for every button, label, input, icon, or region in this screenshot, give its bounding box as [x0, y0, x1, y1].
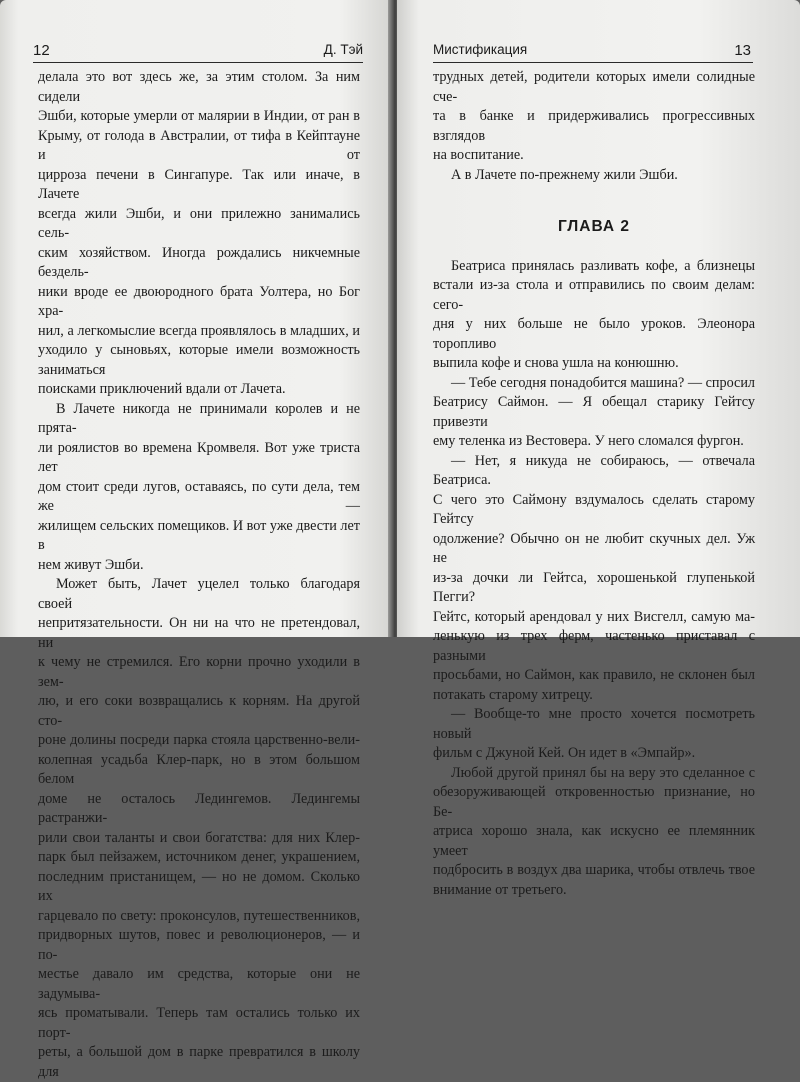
text-line: ли роялистов во времена Кромвеля. Вот уже триста лет: [38, 439, 360, 475]
text-line: из-за дочки ли Гейтса, хорошенькой глупенькой Пегги?: [433, 569, 755, 605]
text-line: подбросить в воздух два шарика, чтобы отвлечь твое: [433, 862, 755, 878]
right-running-head: Мистификация: [433, 42, 528, 57]
text-line: дня у них больше не было уроков. Элеонора торопливо: [433, 316, 755, 352]
text-line: рили свои таланты и свои богатства: для них Клер-: [38, 829, 360, 846]
text-line: Крыму, от голода в Австралии, от тифа в Кейптауне и от: [38, 127, 360, 163]
text-line: колепная усадьба Клер-парк, но в этом большом белом: [38, 751, 360, 787]
right-page-text: [433, 68, 755, 900]
text-line: потакать старому хитрецу.: [433, 686, 593, 703]
right-page-number: 13: [734, 42, 751, 59]
text-line: придворных шутов, повес и революционеров, — и по-: [38, 927, 360, 963]
text-line: Беатриса принялась разливать кофе, а близнецы: [451, 257, 755, 274]
text-line: просьбами, но Саймон, как правило, не склонен был: [433, 667, 755, 683]
text-line: нем живут Эшби.: [38, 556, 144, 573]
text-line: роне долины посреди парка стояла царственно-вели-: [38, 732, 360, 748]
text-line: трудных детей, родители которых имели солидные сче-: [433, 69, 755, 105]
right-header-rule: [433, 62, 753, 63]
text-line: внимание от третьего.: [433, 881, 567, 898]
right-text-before-chapter: [433, 68, 755, 185]
text-line: доме не осталось Ледингемов. Ледингемы растранжи-: [38, 790, 360, 826]
text-line: дом стоит среди лугов, оставаясь, по сути дела, тем же —: [38, 478, 360, 514]
text-line: на воспитание.: [433, 147, 524, 163]
text-line: делала это вот здесь же, за этим столом. За ним сидели: [38, 69, 360, 105]
right-text-after-chapter: [433, 257, 755, 901]
text-line: выпила кофе и снова ушла на конюшню.: [433, 355, 679, 371]
right-page: [397, 0, 800, 898]
text-line: всегда жили Эшби, и они прилежно занимались сель-: [38, 205, 360, 241]
text-line: А в Лачете по-прежнему жили Эшби.: [451, 166, 678, 183]
text-line: парк был пейзажем, источником денег, украшением,: [38, 849, 360, 865]
left-page-header: [33, 36, 363, 58]
text-line: та в банке и придерживались прогрессивных взглядов: [433, 108, 755, 144]
text-line: обезоруживающей откровенностью признание, но Бе-: [433, 784, 755, 820]
left-page-text: [38, 68, 360, 1082]
text-line: непритязательности. Он ни на что не претендовал, ни: [38, 615, 360, 651]
left-running-head: Д. Тэй: [323, 42, 363, 57]
text-line: фильм с Джуной Кей. Он идет в «Эмпайр».: [433, 745, 696, 761]
text-line: к чему не стремился. Его корни прочно уходили в зем-: [38, 654, 360, 690]
text-line: Гейтс, который арендовал у них Висгелл, самую ма-: [433, 608, 755, 625]
left-page: [0, 0, 394, 1080]
text-line: атриса хорошо знала, как искусно ее племянник умеет: [433, 823, 755, 859]
right-page-header: [433, 36, 751, 58]
text-line: нил, а легкомыслие всегда проявлялось в младших, и: [38, 322, 360, 339]
text-line: местье давало им средства, которые они не задумыва-: [38, 966, 360, 1002]
left-header-rule: [33, 62, 363, 63]
text-line: жилищем сельских помещиков. И вот уже двести лет в: [38, 517, 360, 553]
text-line: Эшби, которые умерли от малярии в Индии, от ран в: [38, 108, 360, 124]
text-line: — Вообще-то мне просто хочется посмотреть новый: [433, 706, 755, 742]
text-line: — Тебе сегодня понадобится машина? — спросил: [451, 374, 755, 391]
text-line: гарцевало по свету: проконсулов, путешественников,: [38, 907, 360, 924]
left-page-number: 12: [33, 42, 50, 59]
text-line: цирроза печени в Сингапуре. Так или иначе, в Лачете: [38, 166, 360, 202]
text-line: Может быть, Лачет уцелел только благодаря своей: [38, 576, 360, 612]
text-line: уходило у сыновьях, которые имели возможность заниматься: [38, 342, 360, 378]
text-line: ему теленка из Вестовера. У него сломался фургон.: [433, 433, 744, 449]
text-line: Любой другой принял бы на веру это сделанное с: [451, 764, 755, 781]
text-line: встали из-за стола и отправились по своим делам: сего-: [433, 277, 755, 313]
text-line: В Лачете никогда не принимали королев и не прята-: [38, 400, 360, 436]
text-line: последним пристанищем, — но не домом. Сколько их: [38, 868, 360, 904]
text-line: С чего это Саймону вздумалось сделать старому Гейтсу: [433, 491, 755, 527]
text-line: Беатрису Саймон. — Я обещал старику Гейтсу привезти: [433, 394, 755, 430]
text-line: реты, а большой дом в парке превратился в школу для: [38, 1044, 360, 1080]
text-line: поисками приключений вдали от Лачета.: [38, 381, 286, 397]
text-line: ленькую из трех ферм, частенько приставал с разными: [433, 628, 755, 664]
text-line: ясь проматывали. Теперь там остались только их порт-: [38, 1005, 360, 1041]
text-line: ским хозяйством. Иногда рождались никчемные бездель-: [38, 244, 360, 280]
chapter-title: ГЛАВА 2: [557, 218, 630, 235]
text-line: лю, и его соки возвращались к корням. На другой сто-: [38, 693, 360, 729]
text-line: — Нет, я никуда не собираюсь, — отвечала Беатриса.: [433, 452, 755, 488]
text-line: ники вроде ее двоюродного брата Уолтера, но Бог хра-: [38, 283, 360, 319]
text-line: одолжение? Обычно он не любит скучных дел. Уж не: [433, 530, 755, 566]
